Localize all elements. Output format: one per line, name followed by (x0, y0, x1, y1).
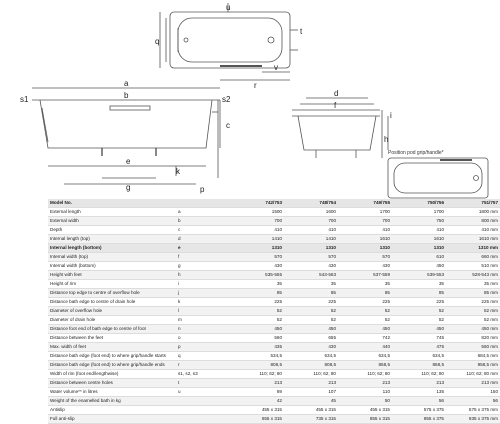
row-value: 634,5 (392, 352, 446, 361)
row-value: 455 x 315 (338, 406, 392, 415)
drawings-svg (0, 0, 500, 200)
row-value: 1310 (284, 244, 338, 253)
row-value: 430 (284, 262, 338, 271)
row-symbol: t (174, 379, 230, 388)
row-value: 430 (230, 262, 284, 271)
row-value: 110; 62; 80 (392, 370, 446, 379)
row-value: 855 x 315 (338, 415, 392, 424)
row-symbol (174, 415, 230, 424)
row-symbol: f (174, 253, 230, 262)
header-model-742-753: 742/753 (230, 199, 284, 208)
header-model-749-755: 749/755 (338, 199, 392, 208)
row-value: 410 (284, 226, 338, 235)
row-symbol: g (174, 262, 230, 271)
row-value: 52 (230, 307, 284, 316)
row-value: 430 (338, 262, 392, 271)
table-row (48, 244, 500, 253)
row-label: Height with feet (48, 271, 174, 280)
handle-position-caption: Position pod grip/handle* (388, 150, 444, 156)
row-label: Internal width (bottom) (48, 262, 174, 271)
row-value: 225 (230, 298, 284, 307)
row-symbol: m (174, 316, 230, 325)
row-value: 450 (392, 325, 446, 334)
row-value: 808,5 (230, 361, 284, 370)
table-row (48, 298, 500, 307)
row-value: 1700 (392, 208, 446, 217)
row-value: 537-559 (338, 271, 392, 280)
row-value: 560 (230, 334, 284, 343)
row-value: 1600 (284, 208, 338, 217)
row-value: 110; 62; 80 (230, 370, 284, 379)
table-row (48, 289, 500, 298)
dim-label-f: f (334, 101, 337, 110)
row-value: 410 (392, 226, 446, 235)
dim-label-i: i (390, 111, 392, 120)
row-value: 85 (338, 289, 392, 298)
row-value: 742 (338, 334, 392, 343)
dim-label-u: u (226, 3, 231, 12)
row-value: 225 mm (446, 298, 500, 307)
row-label: Diameter of drain hole (48, 316, 174, 325)
row-symbol: l (174, 307, 230, 316)
row-value: 1610 (392, 235, 446, 244)
row-value: 660 mm (446, 253, 500, 262)
row-value: 85 (392, 289, 446, 298)
row-label: Distance bath edge (foot end) to where grip/handle ends (48, 361, 174, 370)
table-row (48, 343, 500, 352)
row-value: 52 (338, 307, 392, 316)
row-label: Internal width (top) (48, 253, 174, 262)
row-value: 52 mm (446, 316, 500, 325)
row-value: 450 (338, 325, 392, 334)
row-symbol: q (174, 352, 230, 361)
row-value: 735 x 315 (284, 415, 338, 424)
row-label: Distance between centre holes (48, 379, 174, 388)
row-value: 534,5 (230, 352, 284, 361)
row-value: 800 mm (446, 217, 500, 226)
table-row (48, 262, 500, 271)
row-value: 110; 62; 80 (284, 370, 338, 379)
table-row (48, 253, 500, 262)
table-row (48, 316, 500, 325)
row-symbol: d (174, 235, 230, 244)
row-value: 213 mm (446, 379, 500, 388)
row-value: 750 (392, 217, 446, 226)
row-value: 745 (392, 334, 446, 343)
row-value: 35 (392, 280, 446, 289)
header-model-label: Model No. (48, 199, 174, 208)
row-value: 213 (284, 379, 338, 388)
row-value: 110 (338, 388, 392, 397)
table-row (48, 361, 500, 370)
row-value: 85 (284, 289, 338, 298)
header-symbol (174, 199, 230, 208)
dim-label-q: q (155, 37, 160, 46)
row-value: 52 (284, 307, 338, 316)
row-value: 570 (230, 253, 284, 262)
row-value: 52 (230, 316, 284, 325)
dim-label-t: t (300, 27, 303, 36)
row-value: 410 (338, 226, 392, 235)
row-value: 700 (338, 217, 392, 226)
row-value: 450 mm (446, 325, 500, 334)
row-value: 410 (230, 226, 284, 235)
table-row (48, 334, 500, 343)
row-value: 1310 (230, 244, 284, 253)
row-value: 450 (230, 325, 284, 334)
row-value: 634,5 (338, 352, 392, 361)
row-symbol: s1, s2, s3 (174, 370, 230, 379)
row-value: 655 (284, 334, 338, 343)
dim-label-c: c (226, 121, 230, 130)
row-value: 107 (284, 388, 338, 397)
row-value: 225 (338, 298, 392, 307)
table-row (48, 226, 500, 235)
row-value: 610 (392, 253, 446, 262)
row-symbol: c (174, 226, 230, 235)
table-row (48, 208, 500, 217)
row-value: 935 x 375 mm (446, 415, 500, 424)
row-value: 820 mm (446, 334, 500, 343)
row-value: 52 (392, 307, 446, 316)
row-symbol: e (174, 244, 230, 253)
row-label: Distance bath edge to centre of drain hole (48, 298, 174, 307)
table-row (48, 352, 500, 361)
row-value: 135 (392, 388, 446, 397)
dim-label-g: g (126, 183, 131, 192)
row-value: 455 x 315 (284, 406, 338, 415)
row-value: 534,5 (284, 352, 338, 361)
row-symbol: p (174, 343, 230, 352)
row-value: 858,5 (338, 361, 392, 370)
row-value: 50 (338, 397, 392, 406)
row-symbol: o (174, 334, 230, 343)
table-row (48, 271, 500, 280)
table-row (48, 280, 500, 289)
row-value: 510 mm (446, 262, 500, 271)
row-label: Distance foot end of bath edge to centre of foot (48, 325, 174, 334)
row-value: 1500 (230, 208, 284, 217)
row-value: 35 (338, 280, 392, 289)
dim-label-a: a (124, 79, 129, 88)
row-value: 858,5 (392, 361, 446, 370)
row-label: Internal length (top) (48, 235, 174, 244)
specification-table-body (48, 199, 500, 424)
header-model-748-754: 748/754 (284, 199, 338, 208)
dim-label-v: v (274, 63, 278, 72)
row-value: 42 (230, 397, 284, 406)
table-row (48, 379, 500, 388)
row-symbol: j (174, 289, 230, 298)
row-symbol: u (174, 388, 230, 397)
dim-label-s2: s2 (222, 95, 231, 104)
row-value: 560 mm (446, 343, 500, 352)
table-row (48, 406, 500, 415)
row-value: 89 (230, 388, 284, 397)
row-value: 1610 (338, 235, 392, 244)
row-value: 52 (392, 316, 446, 325)
row-symbol: n (174, 325, 230, 334)
dim-label-h: h (384, 135, 389, 144)
row-value: 450 (392, 262, 446, 271)
row-value: 35 (230, 280, 284, 289)
row-value: 570 (338, 253, 392, 262)
row-symbol (174, 406, 230, 415)
row-value: 528-543 mm (446, 271, 500, 280)
row-symbol: i (174, 280, 230, 289)
dim-label-p: p (200, 185, 205, 194)
end-view-drawing (292, 98, 388, 158)
row-value: 35 mm (446, 280, 500, 289)
row-value: 655 x 315 (230, 415, 284, 424)
row-label: Full anti-slip (48, 415, 174, 424)
row-label: Depth (48, 226, 174, 235)
table-row (48, 235, 500, 244)
row-value: 35 (284, 280, 338, 289)
row-value: 958,5 mm (446, 361, 500, 370)
row-value: 575 x 375 (392, 406, 446, 415)
handle-position-drawing (388, 158, 488, 198)
side-view-drawing (32, 88, 220, 184)
row-symbol: k (174, 298, 230, 307)
row-label: Antislip (48, 406, 174, 415)
row-value: 1310 mm (446, 244, 500, 253)
row-value: 56 (392, 397, 446, 406)
row-value: 213 (338, 379, 392, 388)
row-symbol (174, 397, 230, 406)
row-value: 52 mm (446, 307, 500, 316)
row-value: 150 (446, 388, 500, 397)
table-row (48, 217, 500, 226)
row-value: 85 mm (446, 289, 500, 298)
dim-label-s1: s1 (20, 95, 29, 104)
dim-label-b: b (124, 91, 129, 100)
row-value: 455 x 315 (230, 406, 284, 415)
row-value: 1310 (392, 244, 446, 253)
table-row (48, 388, 500, 397)
dim-label-r: r (254, 81, 257, 90)
row-label: Height of rim (48, 280, 174, 289)
row-label: Max. width of feet (48, 343, 174, 352)
row-value: 450 (284, 325, 338, 334)
row-value: 410 mm (446, 226, 500, 235)
table-row (48, 307, 500, 316)
row-label: Distance top edge to centre of overflow hole (48, 289, 174, 298)
row-value: 1410 (284, 235, 338, 244)
row-label: Distance between the feet (48, 334, 174, 343)
row-value: 1310 (338, 244, 392, 253)
row-value: 684,5 mm (446, 352, 500, 361)
row-value: 213 (230, 379, 284, 388)
dim-label-d: d (334, 89, 339, 98)
row-value: 475 (392, 343, 446, 352)
row-value: 535-555 (230, 271, 284, 280)
row-symbol: b (174, 217, 230, 226)
row-value: 52 (338, 316, 392, 325)
specification-table (48, 199, 500, 424)
row-label: External length (48, 208, 174, 217)
table-row (48, 325, 500, 334)
row-value: 225 (392, 298, 446, 307)
row-value: 52 (284, 316, 338, 325)
row-value: 435 (230, 343, 284, 352)
dim-label-e: e (126, 157, 131, 166)
row-value: 225 (284, 298, 338, 307)
row-value: 543-563 (284, 271, 338, 280)
table-row (48, 397, 500, 406)
row-value: 570 (284, 253, 338, 262)
row-label: External width (48, 217, 174, 226)
header-model-751-757: 751/757 (446, 199, 500, 208)
row-value: 855 x 375 (392, 415, 446, 424)
row-label: Internal length (bottom) (48, 244, 174, 253)
row-symbol: a (174, 208, 230, 217)
row-label: Water volume** in litres (48, 388, 174, 397)
row-value: 539-553 (392, 271, 446, 280)
row-symbol: h (174, 271, 230, 280)
header-model-750-756: 750/756 (392, 199, 446, 208)
row-label: Width of rim (foot end/lengthwise) (48, 370, 174, 379)
row-value: 110; 62; 80 mm (446, 370, 500, 379)
dim-label-k: k (176, 167, 180, 176)
row-value: 110; 62; 80 (338, 370, 392, 379)
row-value: 213 (392, 379, 446, 388)
row-value: 700 (284, 217, 338, 226)
row-value: 700 (230, 217, 284, 226)
row-value: 1410 (230, 235, 284, 244)
row-value: 85 (230, 289, 284, 298)
table-header-row (48, 199, 500, 208)
row-symbol: r (174, 361, 230, 370)
row-label: Distance bath edge (foot end) to where grip/handle starts (48, 352, 174, 361)
row-value: 45 (284, 397, 338, 406)
row-value: 1800 mm (446, 208, 500, 217)
row-value: 430 (284, 343, 338, 352)
row-value: 808,5 (284, 361, 338, 370)
row-label: Weight of the enamelled bath in kg (48, 397, 174, 406)
row-value: 440 (338, 343, 392, 352)
table-row (48, 415, 500, 424)
technical-drawings (0, 0, 500, 200)
row-label: Diameter of overflow hole (48, 307, 174, 316)
row-value: 1700 (338, 208, 392, 217)
row-value: 575 x 375 mm (446, 406, 500, 415)
row-value: 1610 mm (446, 235, 500, 244)
table-row (48, 370, 500, 379)
row-value: 56 (446, 397, 500, 406)
